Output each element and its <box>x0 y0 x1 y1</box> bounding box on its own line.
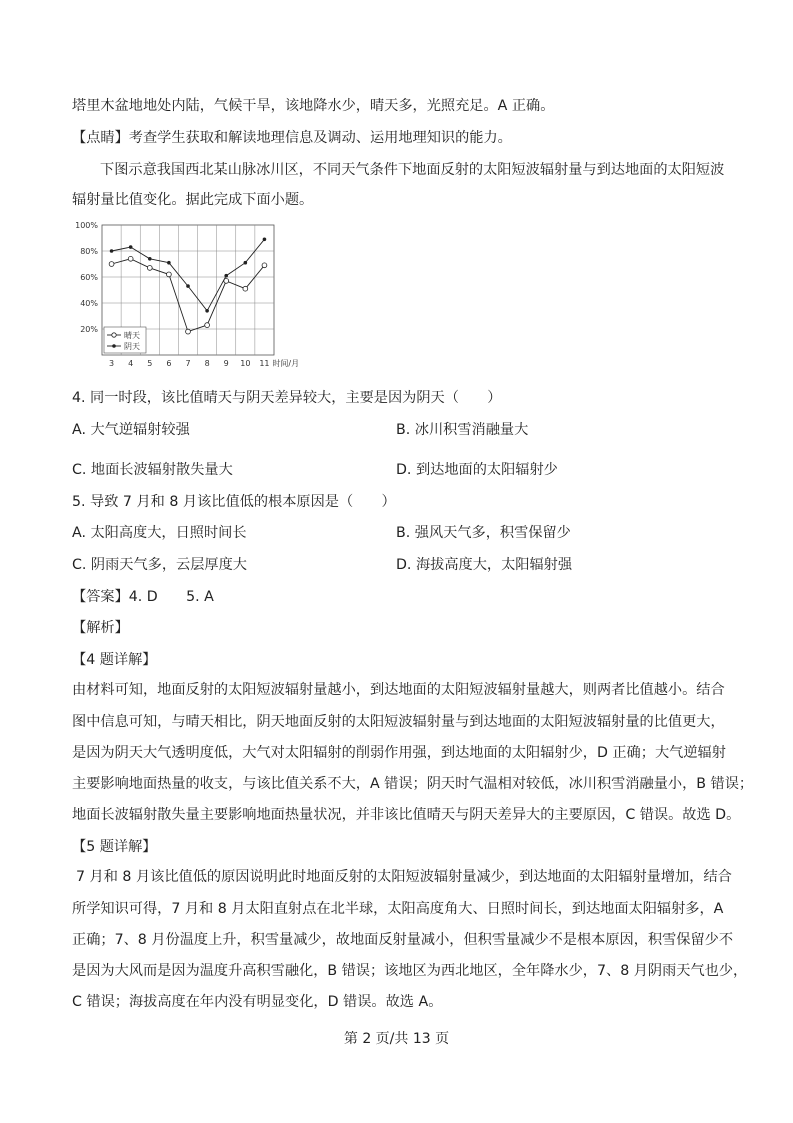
y-tick-label: 60% <box>80 273 98 282</box>
q4-option-d: D. 到达地面的太阳辐射少 <box>396 462 558 478</box>
data-point-sunny <box>205 323 210 328</box>
data-point-sunny <box>166 272 171 277</box>
x-tick-label: 4 <box>128 359 134 368</box>
detail-5-heading: 【5 题详解】 <box>72 839 157 855</box>
data-point-sunny <box>243 286 248 291</box>
page-footer: 第 2 页/共 13 页 <box>343 1031 450 1047</box>
body-line-3: 下图示意我国西北某山脉冰川区，不同天气条件下地面反射的太阳短波辐射量与到达地面的太阳短波 <box>100 162 725 178</box>
x-tick-label: 11 <box>259 359 270 368</box>
y-tick-label: 100% <box>75 221 98 230</box>
data-point-cloudy <box>167 261 171 265</box>
detail-5-line: 7 月和 8 月该比值低的原因说明此时地面反射的太阳短波辐射量减少，到达地面的太阳辐射量增加，结合 <box>76 869 732 885</box>
q5-option-c: C. 阴雨天气多，云层厚度大 <box>72 557 247 573</box>
legend-marker <box>112 333 116 337</box>
detail-5-line: 正确；7、8 月份温度上升，积雪量减少，故地面反射量减小，但积雪量减少不是根本原因，积雪保留少不 <box>72 932 734 948</box>
x-axis-unit: 时间/月 <box>272 359 300 368</box>
legend-label: 阴天 <box>124 342 140 351</box>
detail-5-line: 是因为大风而是因为温度升高积雪融化，B 错误；该地区为西北地区，全年降水少，7、8 月阴雨天气也少， <box>72 963 748 979</box>
data-point-cloudy <box>148 257 152 261</box>
data-point-cloudy <box>263 238 267 242</box>
data-point-sunny <box>147 266 152 271</box>
data-point-cloudy <box>129 245 133 249</box>
detail-4-line: 是因为阴天大气透明度低，大气对太阳辐射的削弱作用强，到达地面的太阳辐射少，D 正确；大气逆辐射 <box>72 745 726 761</box>
data-point-sunny <box>186 329 191 334</box>
detail-4-line: 图中信息可知，与晴天相比，阴天地面反射的太阳短波辐射量与到达地面的太阳短波辐射量的比值更大， <box>72 714 725 730</box>
q5-option-d: D. 海拔高度大，太阳辐射强 <box>396 557 573 573</box>
x-tick-label: 6 <box>166 359 172 368</box>
series-line-cloudy <box>112 239 265 310</box>
body-line-2: 【点睛】考查学生获取和解读地理信息及调动、运用地理知识的能力。 <box>72 130 512 146</box>
x-tick-label: 10 <box>240 359 251 368</box>
y-tick-label: 40% <box>80 299 98 308</box>
x-tick-label: 5 <box>147 359 153 368</box>
data-point-cloudy <box>224 274 228 278</box>
x-tick-label: 9 <box>223 359 229 368</box>
detail-4-heading: 【4 题详解】 <box>72 652 157 668</box>
legend-marker <box>112 344 116 348</box>
data-point-sunny <box>109 262 114 267</box>
legend-label: 晴天 <box>124 331 140 340</box>
y-tick-label: 80% <box>80 247 98 256</box>
data-point-sunny <box>262 263 267 268</box>
data-point-cloudy <box>186 284 190 288</box>
q5-stem: 5. 导致 7 月和 8 月该比值低的根本原因是（ ） <box>72 494 396 510</box>
q4-option-a: A. 大气逆辐射较强 <box>72 422 190 438</box>
data-point-sunny <box>128 256 133 261</box>
detail-5-line: C 错误；海拔高度在年内没有明显变化，D 错误。故选 A。 <box>72 994 443 1010</box>
ratio-line-chart <box>70 215 300 375</box>
body-line-4: 辐射量比值变化。据此完成下面小题。 <box>72 192 314 208</box>
x-tick-label: 7 <box>185 359 191 368</box>
detail-5-line: 所学知识可得，7 月和 8 月太阳直射点在北半球，太阳高度角大、日照时间长，到达地面太阳辐射多，A <box>72 901 724 917</box>
data-point-cloudy <box>244 261 248 265</box>
detail-4-line: 由材料可知，地面反射的太阳短波辐射量越小，到达地面的太阳短波辐射量越大，则两者比值越小。结合 <box>72 682 725 698</box>
body-line-1: 塔里木盆地地处内陆，气候干旱，该地降水少，晴天多，光照充足。A 正确。 <box>72 98 555 114</box>
x-tick-label: 3 <box>109 359 115 368</box>
q4-option-c: C. 地面长波辐射散失量大 <box>72 462 233 478</box>
y-tick-label: 20% <box>80 325 98 334</box>
detail-4-line: 主要影响地面热量的收支，与该比值关系不大，A 错误；阴天时气温相对较低，冰川积雪消融量小，B 错误； <box>72 776 754 792</box>
q4-stem: 4. 同一时段，该比值晴天与阴天差异较大，主要是因为阴天（ ） <box>72 390 502 406</box>
x-tick-label: 8 <box>204 359 210 368</box>
series-line-sunny <box>112 259 265 332</box>
analysis-heading: 【解析】 <box>72 620 129 636</box>
q5-option-a: A. 太阳高度大，日照时间长 <box>72 525 247 541</box>
detail-4-line: 地面长波辐射散失量主要影响地面热量状况，并非该比值晴天与阴天差异大的主要原因，C 错误。故选 D。 <box>72 807 741 823</box>
data-point-cloudy <box>110 249 114 253</box>
answer-line: 【答案】4. D 5. A <box>72 589 214 605</box>
q5-option-b: B. 强风天气多，积雪保留少 <box>396 525 571 541</box>
data-point-cloudy <box>205 309 209 313</box>
q4-option-b: B. 冰川积雪消融量大 <box>396 422 529 438</box>
